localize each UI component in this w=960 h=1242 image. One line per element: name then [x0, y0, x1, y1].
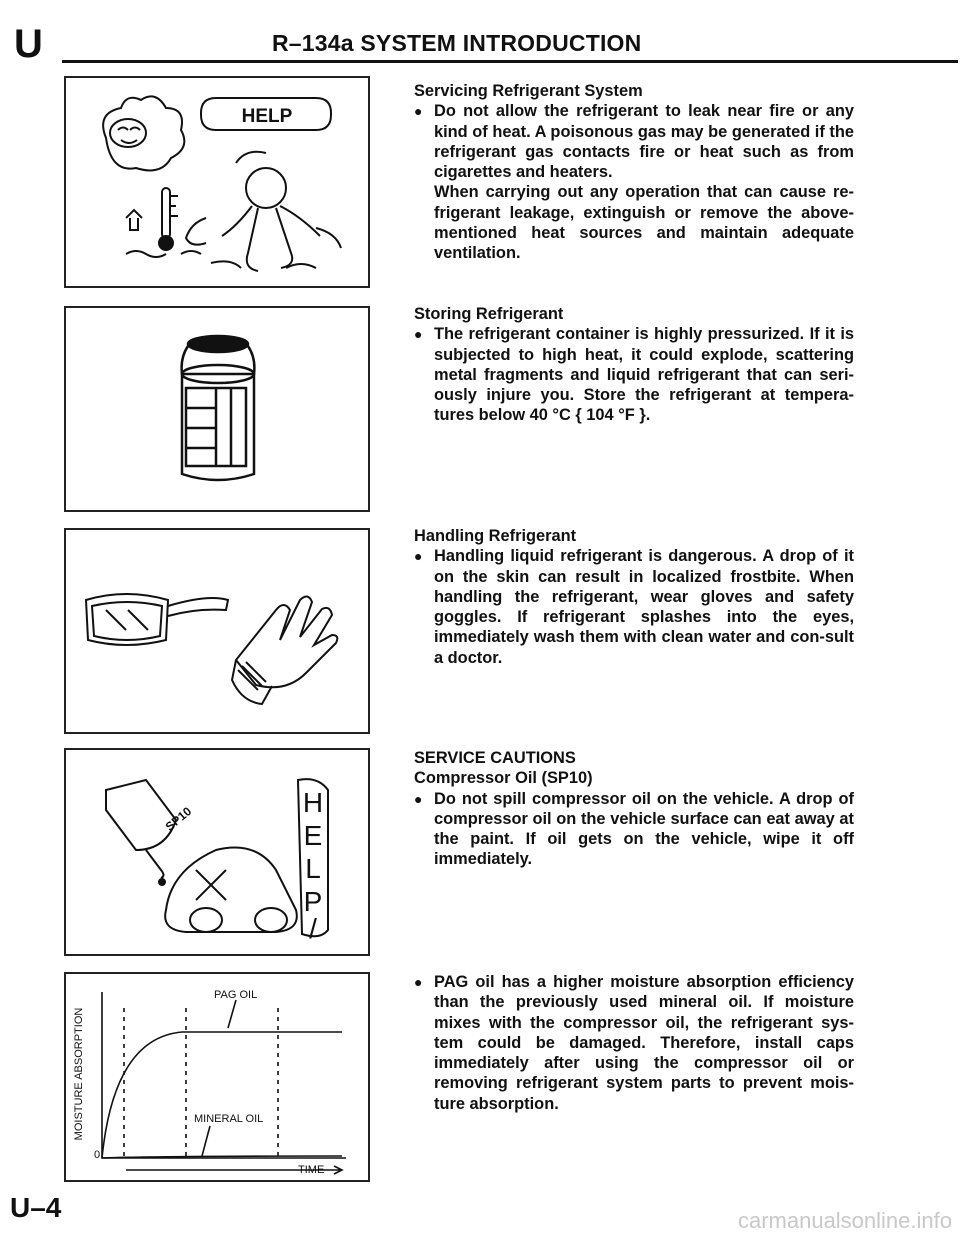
- bullet-dot: ●: [414, 974, 423, 990]
- y-axis-label: MOISTURE ABSORPTION: [73, 1007, 85, 1141]
- help-letter-h: H: [302, 787, 324, 818]
- section-servicing: [414, 81, 854, 264]
- help-letter-p: P: [303, 886, 323, 917]
- bullet-text: PAG oil has a higher moisture absorption efficiency than the previously used mineral oil. If moisture mixes with the compressor oil, the refrigerant sys-tem could be damaged. Therefore, install caps immediately after using the compressor oil or removing refrigerant system parts to prevent mois-ture absorption.: [434, 973, 854, 1113]
- bullet-dot: ●: [414, 326, 423, 343]
- mineral-oil-label: MINERAL OIL: [194, 1113, 264, 1125]
- oil-can-label: SP10: [162, 804, 195, 834]
- figure-goggles-gloves: [64, 528, 370, 734]
- section-storing: [414, 304, 854, 426]
- bullet-item: [414, 546, 854, 668]
- bullet-dot: ●: [414, 790, 423, 807]
- goggles-gloves-illustration: [66, 530, 370, 732]
- page-number: U–4: [10, 1192, 62, 1223]
- bullet-item: [414, 101, 854, 263]
- pag-oil-label: PAG OIL: [214, 989, 258, 1001]
- help-label: HELP: [241, 106, 293, 127]
- section-heading: Handling Refrigerant: [414, 527, 577, 545]
- bullet-dot: ●: [414, 103, 423, 120]
- bullet-item: [414, 324, 854, 425]
- header-rule: [62, 60, 958, 63]
- figure-oil-on-car: [64, 748, 370, 956]
- x-axis-label: TIME: [298, 1164, 325, 1176]
- section-pag-oil: [414, 972, 854, 1114]
- figure-fire-hazard: [64, 76, 370, 288]
- help-letter-e: E: [303, 820, 323, 851]
- refrigerant-can-illustration: [66, 308, 370, 510]
- moisture-absorption-graph: [66, 974, 370, 1180]
- bullet-text: Do not allow the refrigerant to leak near fire or any kind of heat. A poisonous gas may be generated if the refrigerant gas contacts fire or heat such as from cigarettes and heaters. When carrying out any operation that can cause re-frigerant leakage, extinguish or remove the above-mentioned heat sources and maintain adequate ventilation.: [434, 102, 854, 263]
- figure-refrigerant-can: [64, 306, 370, 512]
- section-letter: U: [14, 22, 43, 66]
- bullet-dot: ●: [414, 548, 423, 565]
- bullet-text: Do not spill compressor oil on the vehicle. A drop of compressor oil on the vehicle surface can eat away at the paint. If oil gets on the vehicle, wipe it off immediately.: [434, 789, 854, 869]
- section-service-cautions: [414, 748, 854, 870]
- bullet-text: The refrigerant container is highly pressurized. If it is subjected to high heat, it could explode, scattering metal fragments and liquid refrigerant that can seri-ously injure you. Store the refrigerant at tempera-tures below 40 °C { 104 °F }.: [434, 325, 854, 425]
- origin-label: 0: [94, 1149, 101, 1161]
- page-title: R–134a SYSTEM INTRODUCTION: [272, 30, 642, 56]
- bullet-item: [414, 789, 854, 870]
- section-heading: Storing Refrigerant: [414, 305, 564, 323]
- oil-on-car-illustration: [66, 750, 370, 954]
- section-subheading: Compressor Oil (SP10): [414, 769, 593, 788]
- section-handling: [414, 526, 854, 668]
- bullet-item: [414, 972, 854, 1114]
- section-heading: SERVICE CAUTIONS: [414, 749, 576, 767]
- figure-moisture-graph: [64, 972, 370, 1182]
- help-letter-slash: /: [309, 913, 317, 944]
- watermark: carmanualsonline.info: [737, 1208, 952, 1233]
- bullet-text: Handling liquid refrigerant is dangerous. A drop of it on the skin can result in localized frostbite. When handling the refrigerant, wear gloves and safety goggles. If refrigerant splashes into the eyes, immediately wash them with clean water and con-sult a doctor.: [434, 547, 854, 667]
- section-heading: Servicing Refrigerant System: [414, 82, 643, 100]
- fire-hazard-illustration: [66, 78, 370, 286]
- help-letter-l: L: [305, 853, 321, 884]
